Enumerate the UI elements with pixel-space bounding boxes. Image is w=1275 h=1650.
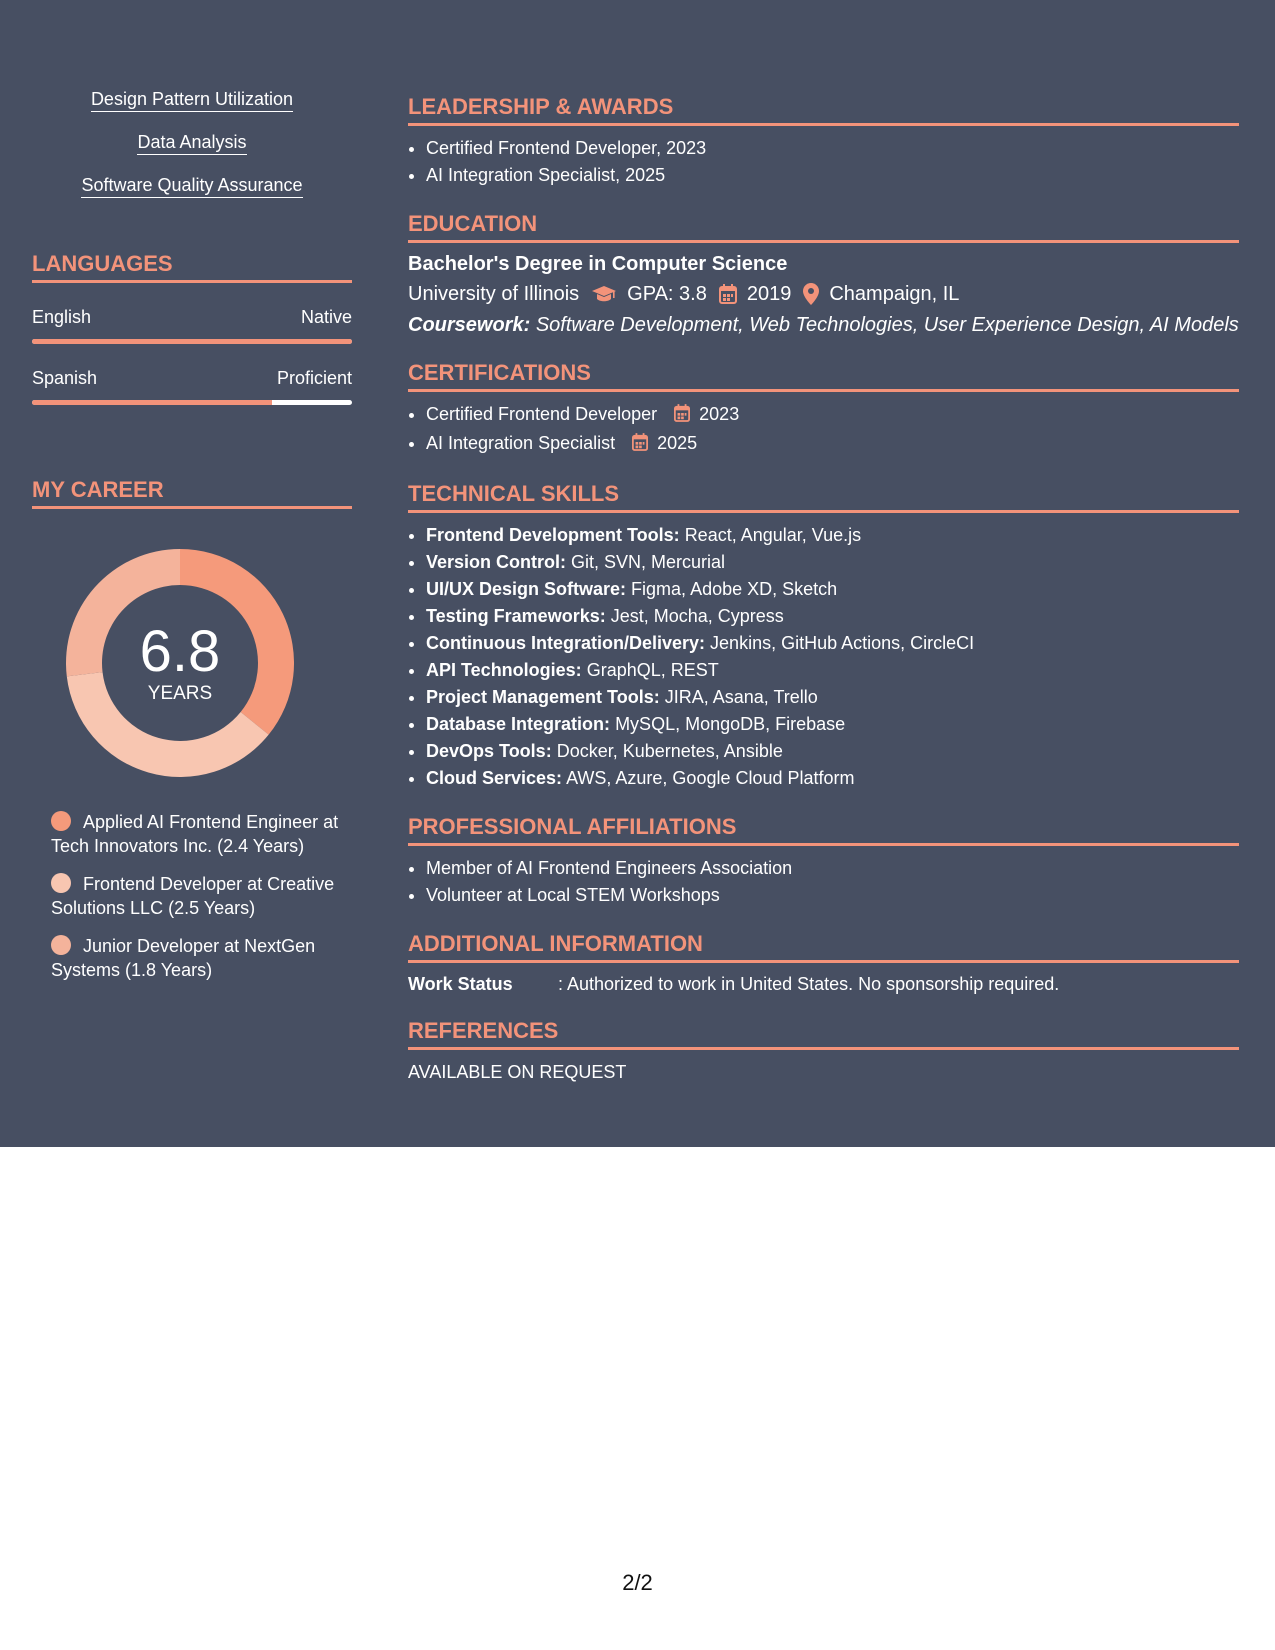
- legend-dot: [51, 873, 71, 893]
- affiliations-heading: PROFESSIONAL AFFILIATIONS: [408, 814, 1239, 846]
- language-bar-fill: [32, 400, 272, 405]
- career-unit: YEARS: [147, 683, 213, 704]
- career-total: 6.8: [139, 619, 221, 684]
- education-heading: EDUCATION: [408, 211, 1239, 243]
- list-item: [426, 522, 1239, 549]
- skill-key: Project Management Tools:: [426, 687, 660, 707]
- list-item: [426, 657, 1239, 684]
- list-item: [426, 738, 1239, 765]
- left-column: [32, 0, 352, 996]
- skill-tag: Software Quality Assurance: [81, 174, 302, 198]
- skill-tags: [32, 0, 352, 217]
- coursework-text: Software Development, Web Technologies, User Experience Design, AI Models: [535, 314, 1239, 336]
- technical-skills-heading: TECHNICAL SKILLS: [408, 481, 1239, 513]
- references-text: AVAILABLE ON REQUEST: [408, 1062, 627, 1082]
- leadership-section: [408, 94, 1239, 189]
- language-bar: [32, 339, 352, 344]
- skill-value: GraphQL, REST: [586, 660, 719, 680]
- certifications-heading: CERTIFICATIONS: [408, 360, 1239, 392]
- education-section: [408, 211, 1239, 338]
- language-bar: [32, 400, 352, 405]
- additional-info-heading: ADDITIONAL INFORMATION: [408, 931, 1239, 963]
- cert-year: 2025: [657, 433, 698, 453]
- work-status-value: : Authorized to work in United States. No sponsorship required.: [558, 974, 1060, 994]
- additional-info-section: [408, 931, 1239, 996]
- skill-value: Jenkins, GitHub Actions, CircleCI: [710, 633, 975, 653]
- skill-value: Figma, Adobe XD, Sketch: [631, 579, 838, 599]
- language-bar-fill: [32, 339, 352, 344]
- coursework-label: Coursework:: [408, 314, 531, 336]
- list-item: [426, 401, 1239, 430]
- legend-item: [51, 810, 352, 858]
- calendar-icon: [719, 284, 737, 304]
- work-status-label: Work Status: [408, 974, 513, 994]
- language-name: English: [32, 307, 92, 327]
- location: Champaign, IL: [829, 283, 960, 305]
- legend-label: Junior Developer at NextGen Systems (1.8 Years): [51, 936, 316, 980]
- legend-label: Frontend Developer at Creative Solutions LLC (2.5 Years): [51, 874, 335, 918]
- legend-label: Applied AI Frontend Engineer at Tech Innovators Inc. (2.4 Years): [51, 812, 339, 856]
- location-pin-icon: [803, 283, 819, 305]
- graduation-year: 2019: [746, 283, 792, 305]
- cert-name: AI Integration Specialist: [426, 433, 616, 453]
- school: University of Illinois: [408, 283, 580, 305]
- skill-value: AWS, Azure, Google Cloud Platform: [566, 768, 855, 788]
- skill-tag: Design Pattern Utilization: [91, 88, 293, 112]
- skill-key: Testing Frameworks:: [426, 606, 606, 626]
- cert-name: Certified Frontend Developer: [426, 404, 658, 424]
- list-item: [426, 684, 1239, 711]
- calendar-icon: [674, 403, 690, 430]
- certifications-section: [408, 360, 1239, 459]
- cert-year: 2023: [699, 404, 740, 424]
- skill-key: Database Integration:: [426, 714, 611, 734]
- skill-key: API Technologies:: [426, 660, 582, 680]
- skill-tag: Data Analysis: [137, 131, 246, 155]
- degree: Bachelor's Degree in Computer Science: [408, 253, 788, 275]
- skill-key: Frontend Development Tools:: [426, 525, 680, 545]
- language-level: Native: [300, 307, 352, 327]
- list-item: • Volunteer at Local STEM Workshops: [426, 882, 1239, 909]
- coursework: [408, 312, 1239, 338]
- leadership-heading: LEADERSHIP & AWARDS: [408, 94, 1239, 126]
- education-details: [408, 281, 1239, 307]
- list-item: • Member of AI Frontend Engineers Association: [426, 855, 1239, 882]
- calendar-icon: [632, 432, 648, 459]
- skill-value: React, Angular, Vue.js: [684, 525, 862, 545]
- references-section: [408, 1018, 1239, 1084]
- legend-item: [51, 934, 352, 982]
- skill-key: UI/UX Design Software:: [426, 579, 627, 599]
- language-name: Spanish: [32, 368, 98, 388]
- skill-key: Continuous Integration/Delivery:: [426, 633, 706, 653]
- language-spanish: [32, 367, 352, 405]
- list-item: [426, 765, 1239, 792]
- list-item: [426, 576, 1239, 603]
- languages-heading: LANGUAGES: [32, 251, 352, 283]
- references-heading: REFERENCES: [408, 1018, 1239, 1050]
- list-item: [426, 603, 1239, 630]
- gpa: GPA: 3.8: [627, 283, 707, 305]
- skill-key: DevOps Tools:: [426, 741, 552, 761]
- page-number: 2/2: [622, 1570, 653, 1595]
- list-item: [426, 630, 1239, 657]
- language-level: Proficient: [276, 368, 352, 388]
- technical-skills-section: [408, 481, 1239, 792]
- language-english: [32, 306, 352, 344]
- work-status: [408, 972, 1239, 996]
- skill-value: JIRA, Asana, Trello: [664, 687, 818, 707]
- skill-key: Cloud Services:: [426, 768, 563, 788]
- career-heading: MY CAREER: [32, 477, 352, 509]
- career-donut: [66, 549, 294, 777]
- legend-dot: [51, 811, 71, 831]
- list-item: [426, 430, 1239, 459]
- legend-item: [51, 872, 352, 920]
- list-item: • Certified Frontend Developer, 2023: [426, 135, 1239, 162]
- list-item: [426, 711, 1239, 738]
- graduation-cap-icon: [591, 284, 617, 304]
- right-column: [408, 0, 1239, 1084]
- legend-dot: [51, 935, 71, 955]
- list-item: [426, 549, 1239, 576]
- career-legend: [32, 810, 352, 982]
- skill-value: Jest, Mocha, Cypress: [610, 606, 784, 626]
- affiliations-section: [408, 814, 1239, 909]
- skill-value: Git, SVN, Mercurial: [571, 552, 726, 572]
- skill-value: MySQL, MongoDB, Firebase: [615, 714, 846, 734]
- list-item: • AI Integration Specialist, 2025: [426, 162, 1239, 189]
- skill-value: Docker, Kubernetes, Ansible: [556, 741, 783, 761]
- skill-key: Version Control:: [426, 552, 567, 572]
